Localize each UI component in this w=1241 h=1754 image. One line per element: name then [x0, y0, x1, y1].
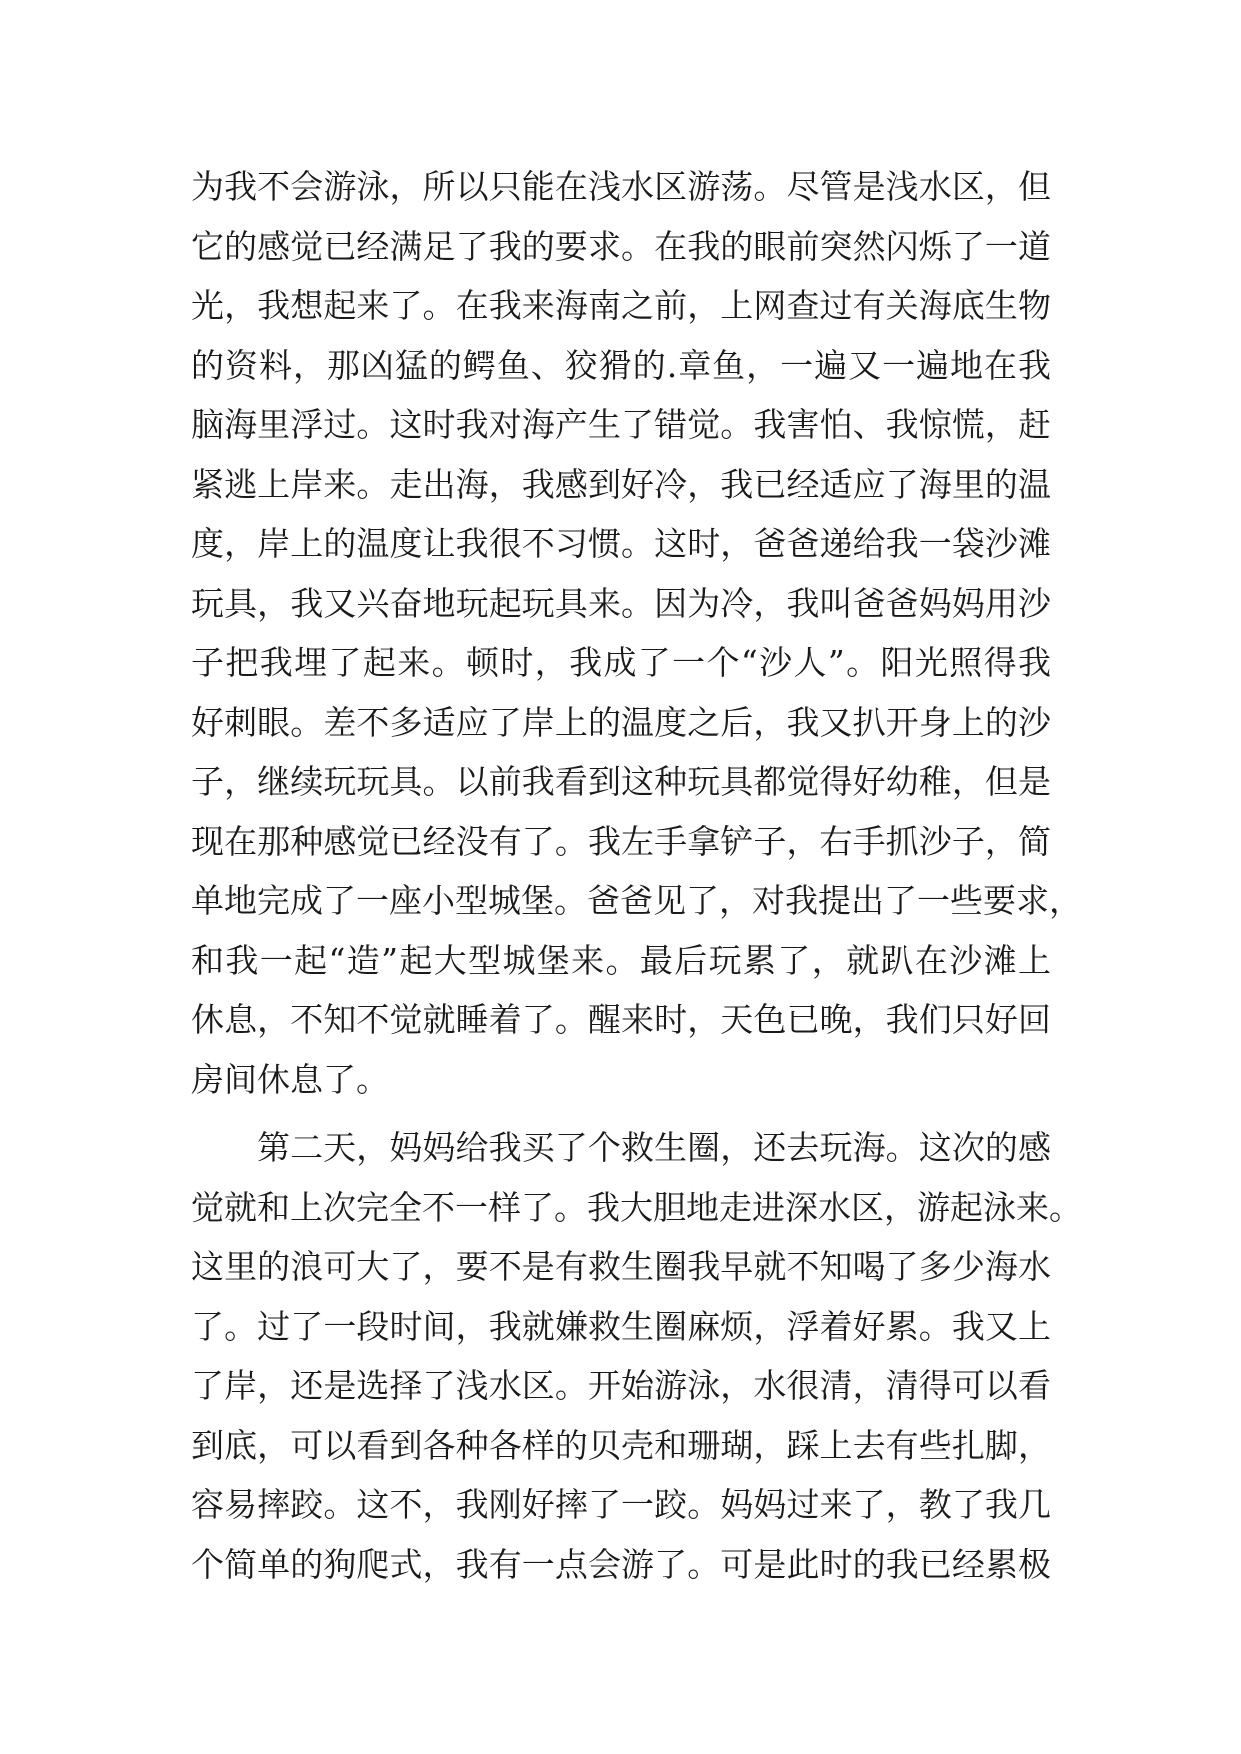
paragraph-2: [191, 1118, 1082, 1594]
text-line: 个简单的狗爬式，我有一点会游了。可是此时的我已经累极: [191, 1544, 1051, 1584]
text-line: 休息，不知不觉就睡着了。醒来时，天色已晚，我们只好回: [191, 1000, 1051, 1039]
text-line: 玩具，我又兴奋地玩起玩具来。因为冷，我叫爸爸妈妈用沙: [191, 583, 1051, 623]
text-line: 了岸，还是选择了浅水区。开始游泳，水很清，清得可以看: [191, 1366, 1051, 1405]
paragraph-1: [191, 157, 1082, 1109]
text-line: 的资料，那凶猛的鳄鱼、狡猾的.章鱼，一遍又一遍地在我: [191, 345, 1051, 385]
text-line: 它的感觉已经满足了我的要求。在我的眼前突然闪烁了一道: [191, 226, 1051, 266]
text-line: 紧逃上岸来。走出海，我感到好冷，我已经适应了海里的温: [191, 464, 1051, 504]
text-line: 房间休息了。: [191, 1059, 389, 1099]
text-line: 了。过了一段时间，我就嫌救生圈麻烦，浮着好累。我又上: [191, 1306, 1051, 1346]
text-line: 这里的浪可大了，要不是有救生圈我早就不知喝了多少海水: [191, 1247, 1051, 1286]
text-line: 第二天，妈妈给我买了个救生圈，还去玩海。这次的感: [257, 1128, 1051, 1167]
text-line: 子把我埋了起来。顿时，我成了一个“沙人”。阳光照得我: [191, 643, 1051, 682]
text-line: 觉就和上次完全不一样了。我大胆地走进深水区，游起泳来。: [191, 1187, 1082, 1227]
text-line: 为我不会游泳，所以只能在浅水区游荡。尽管是浅水区，但: [191, 167, 1051, 206]
text-line: 单地完成了一座小型城堡。爸爸见了，对我提出了一些要求，: [191, 881, 1082, 920]
text-line: 好刺眼。差不多适应了岸上的温度之后，我又扒开身上的沙: [191, 702, 1051, 742]
text-line: 子，继续玩玩具。以前我看到这种玩具都觉得好幼稚，但是: [191, 762, 1051, 801]
document-body: [191, 157, 1082, 1594]
text-line: 脑海里浮过。这时我对海产生了错觉。我害怕、我惊慌，赶: [191, 405, 1051, 444]
text-line: 现在那种感觉已经没有了。我左手拿铲子，右手抓沙子，简: [191, 821, 1051, 861]
text-line: 容易摔跤。这不，我刚好摔了一跤。妈妈过来了，教了我几: [191, 1485, 1051, 1524]
text-line: 和我一起“造”起大型城堡来。最后玩累了，就趴在沙滩上: [191, 940, 1051, 980]
text-line: 到底，可以看到各种各样的贝壳和珊瑚，踩上去有些扎脚，: [191, 1425, 1051, 1465]
paragraph-gap: [191, 1109, 1051, 1118]
text-line: 度，岸上的温度让我很不习惯。这时，爸爸递给我一袋沙滩: [191, 524, 1051, 563]
text-line: 光，我想起来了。在我来海南之前，上网查过有关海底生物: [191, 286, 1051, 325]
